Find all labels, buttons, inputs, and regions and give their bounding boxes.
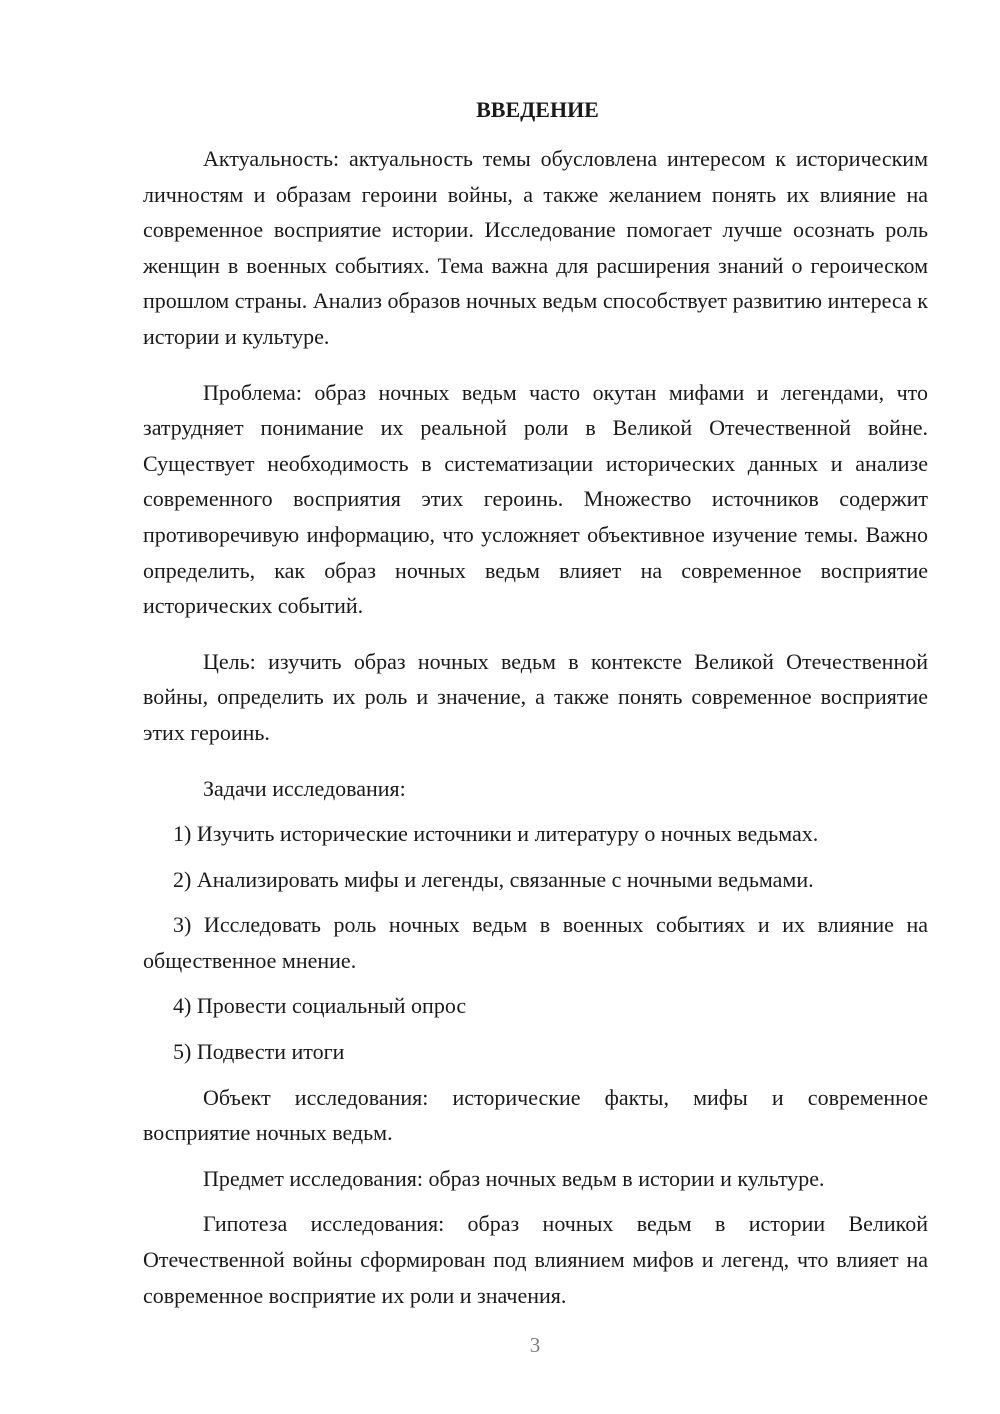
document-page	[143, 95, 928, 1313]
paragraph-goal: Цель: изучить образ ночных ведьм в контексте Великой Отечественной войны, определить их роль и значение, а также понять современное восприятие этих героинь.	[143, 648, 928, 745]
task-item-4: 4) Провести социальный опрос	[173, 993, 467, 1019]
tasks-title: Задачи исследования:	[203, 775, 406, 801]
section-heading: ВВЕДЕНИЕ	[476, 97, 599, 122]
paragraph-object: Объект исследования: исторические факты, мифы и современное восприятие ночных ведьм.	[143, 1084, 928, 1146]
task-item-2: 2) Анализировать мифы и легенды, связанные с ночными ведьмами.	[173, 866, 814, 892]
paragraph-problem: Проблема: образ ночных ведьм часто окутан мифами и легендами, что затрудняет понимание их реальной роли в Великой Отечественной войне. Существует необходимость в систематизации исторических данных и анализе современного восприятия этих героинь. Множество источников содержит противоречивую информацию, что усложняет объективное изучение темы. Важно определить, как образ ночных ведьм влияет на современное восприятие исторических событий.	[143, 379, 928, 619]
task-item-3: 3) Исследовать роль ночных ведьм в военных событиях и их влияние на общественное мнение.	[143, 912, 928, 973]
paragraph-hypothesis: Гипотеза исследования: образ ночных ведьм в истории Великой Отечественной войны сформирован под влиянием мифов и легенд, что влияет на современное восприятие их роли и значения.	[143, 1211, 928, 1308]
task-item-1: 1) Изучить исторические источники и литературу о ночных ведьмах.	[173, 821, 819, 847]
page-number: 3	[529, 1333, 541, 1357]
task-item-5: 5) Подвести итоги	[173, 1039, 345, 1065]
paragraph-subject: Предмет исследования: образ ночных ведьм в истории и культуре.	[203, 1165, 825, 1191]
paragraph-relevance: Актуальность: актуальность темы обусловлена интересом к историческим личностям и образам героини войны, а также желанием понять их влияние на современное восприятие истории. Исследование помогает лучше осознать роль женщин в военных событиях. Тема важна для расширения знаний о героическом прошлом страны. Анализ образов ночных ведьм способствует развитию интереса к истории и культуре.	[143, 146, 928, 349]
